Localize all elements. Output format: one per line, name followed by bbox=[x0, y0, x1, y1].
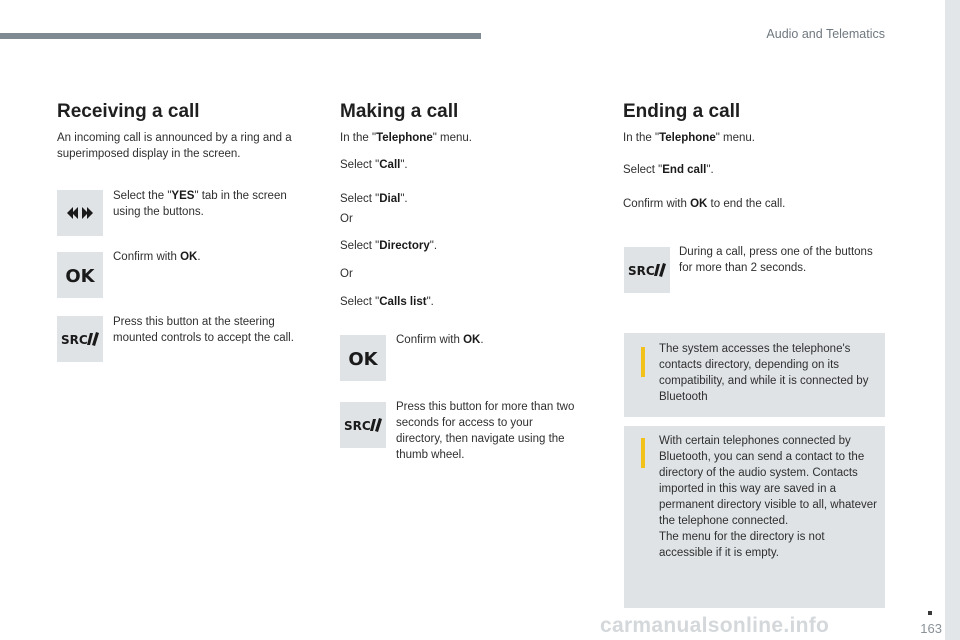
receiving-step-yes: Select the "YES" tab in the screen using the buttons. bbox=[113, 190, 287, 218]
src-icon-label: SRC bbox=[344, 419, 371, 433]
making-line-call: Select "Call". bbox=[340, 159, 408, 171]
info-box-contacts bbox=[624, 333, 885, 417]
info-icon bbox=[641, 347, 645, 377]
receiving-title: Receiving a call bbox=[57, 101, 200, 122]
making-line-telephone: In the "Telephone" menu. bbox=[340, 132, 472, 144]
making-or-2: Or bbox=[340, 268, 353, 280]
receiving-intro: An incoming call is announced by a ring and a superimposed display in the screen. bbox=[57, 132, 292, 160]
ok-icon-label: OK bbox=[65, 266, 95, 287]
info-box-bluetooth-text bbox=[659, 433, 881, 561]
making-line-dial: Select "Dial". bbox=[340, 193, 408, 205]
info-box-contacts-text: The system accesses the telephone's contacts directory, depending on its compatibility, and while it is connected by Bluetooth bbox=[659, 343, 869, 403]
making-line-press: Press this button for more than two seconds for access to your directory, then navigate using the thumb wheel. bbox=[396, 401, 575, 461]
ending-line-end-call: Select "End call". bbox=[623, 164, 714, 176]
src-icon-label: SRC bbox=[628, 264, 655, 278]
page-number: 163 bbox=[920, 621, 942, 636]
ending-line-confirm: Confirm with OK to end the call. bbox=[623, 198, 786, 210]
ending-line-during: During a call, press one of the buttons for more than 2 seconds. bbox=[679, 246, 873, 274]
src-phone-icon bbox=[57, 316, 103, 362]
watermark: carmanualsonline.info bbox=[600, 614, 830, 637]
src-icon-label: SRC bbox=[61, 333, 88, 347]
ok-icon bbox=[57, 252, 103, 298]
receiving-step-src: Press this button at the steering mounted controls to accept the call. bbox=[113, 316, 294, 344]
ok-icon-label: OK bbox=[348, 349, 378, 370]
bottom-dot bbox=[928, 611, 932, 615]
info-icon bbox=[641, 438, 645, 468]
making-line-calls-list: Select "Calls list". bbox=[340, 296, 434, 308]
receiving-step-ok: Confirm with OK. bbox=[113, 251, 201, 263]
making-or-1: Or bbox=[340, 213, 353, 225]
top-accent-bar bbox=[0, 33, 481, 39]
src-phone-icon bbox=[624, 247, 670, 293]
ok-icon bbox=[340, 335, 386, 381]
making-line-confirm: Confirm with OK. bbox=[396, 334, 484, 346]
src-phone-icon bbox=[340, 402, 386, 448]
info-box-bluetooth bbox=[624, 426, 885, 608]
making-title: Making a call bbox=[340, 101, 459, 122]
info-box-bluetooth-para-1: With certain telephones connected by Bluetooth, you can send a contact to the directory of the audio system. Contacts imported in this way are saved in a permanent directory visible to all, whatever the telephone connected. bbox=[659, 435, 877, 527]
page-edge-strip bbox=[945, 0, 960, 640]
arrows-icon bbox=[57, 190, 103, 236]
making-line-directory: Select "Directory". bbox=[340, 240, 438, 252]
info-box-bluetooth-para-2: The menu for the directory is not accessible if it is empty. bbox=[659, 531, 825, 559]
section-header: Audio and Telematics bbox=[766, 27, 885, 41]
ending-line-telephone: In the "Telephone" menu. bbox=[623, 132, 755, 144]
ending-title: Ending a call bbox=[623, 101, 741, 122]
